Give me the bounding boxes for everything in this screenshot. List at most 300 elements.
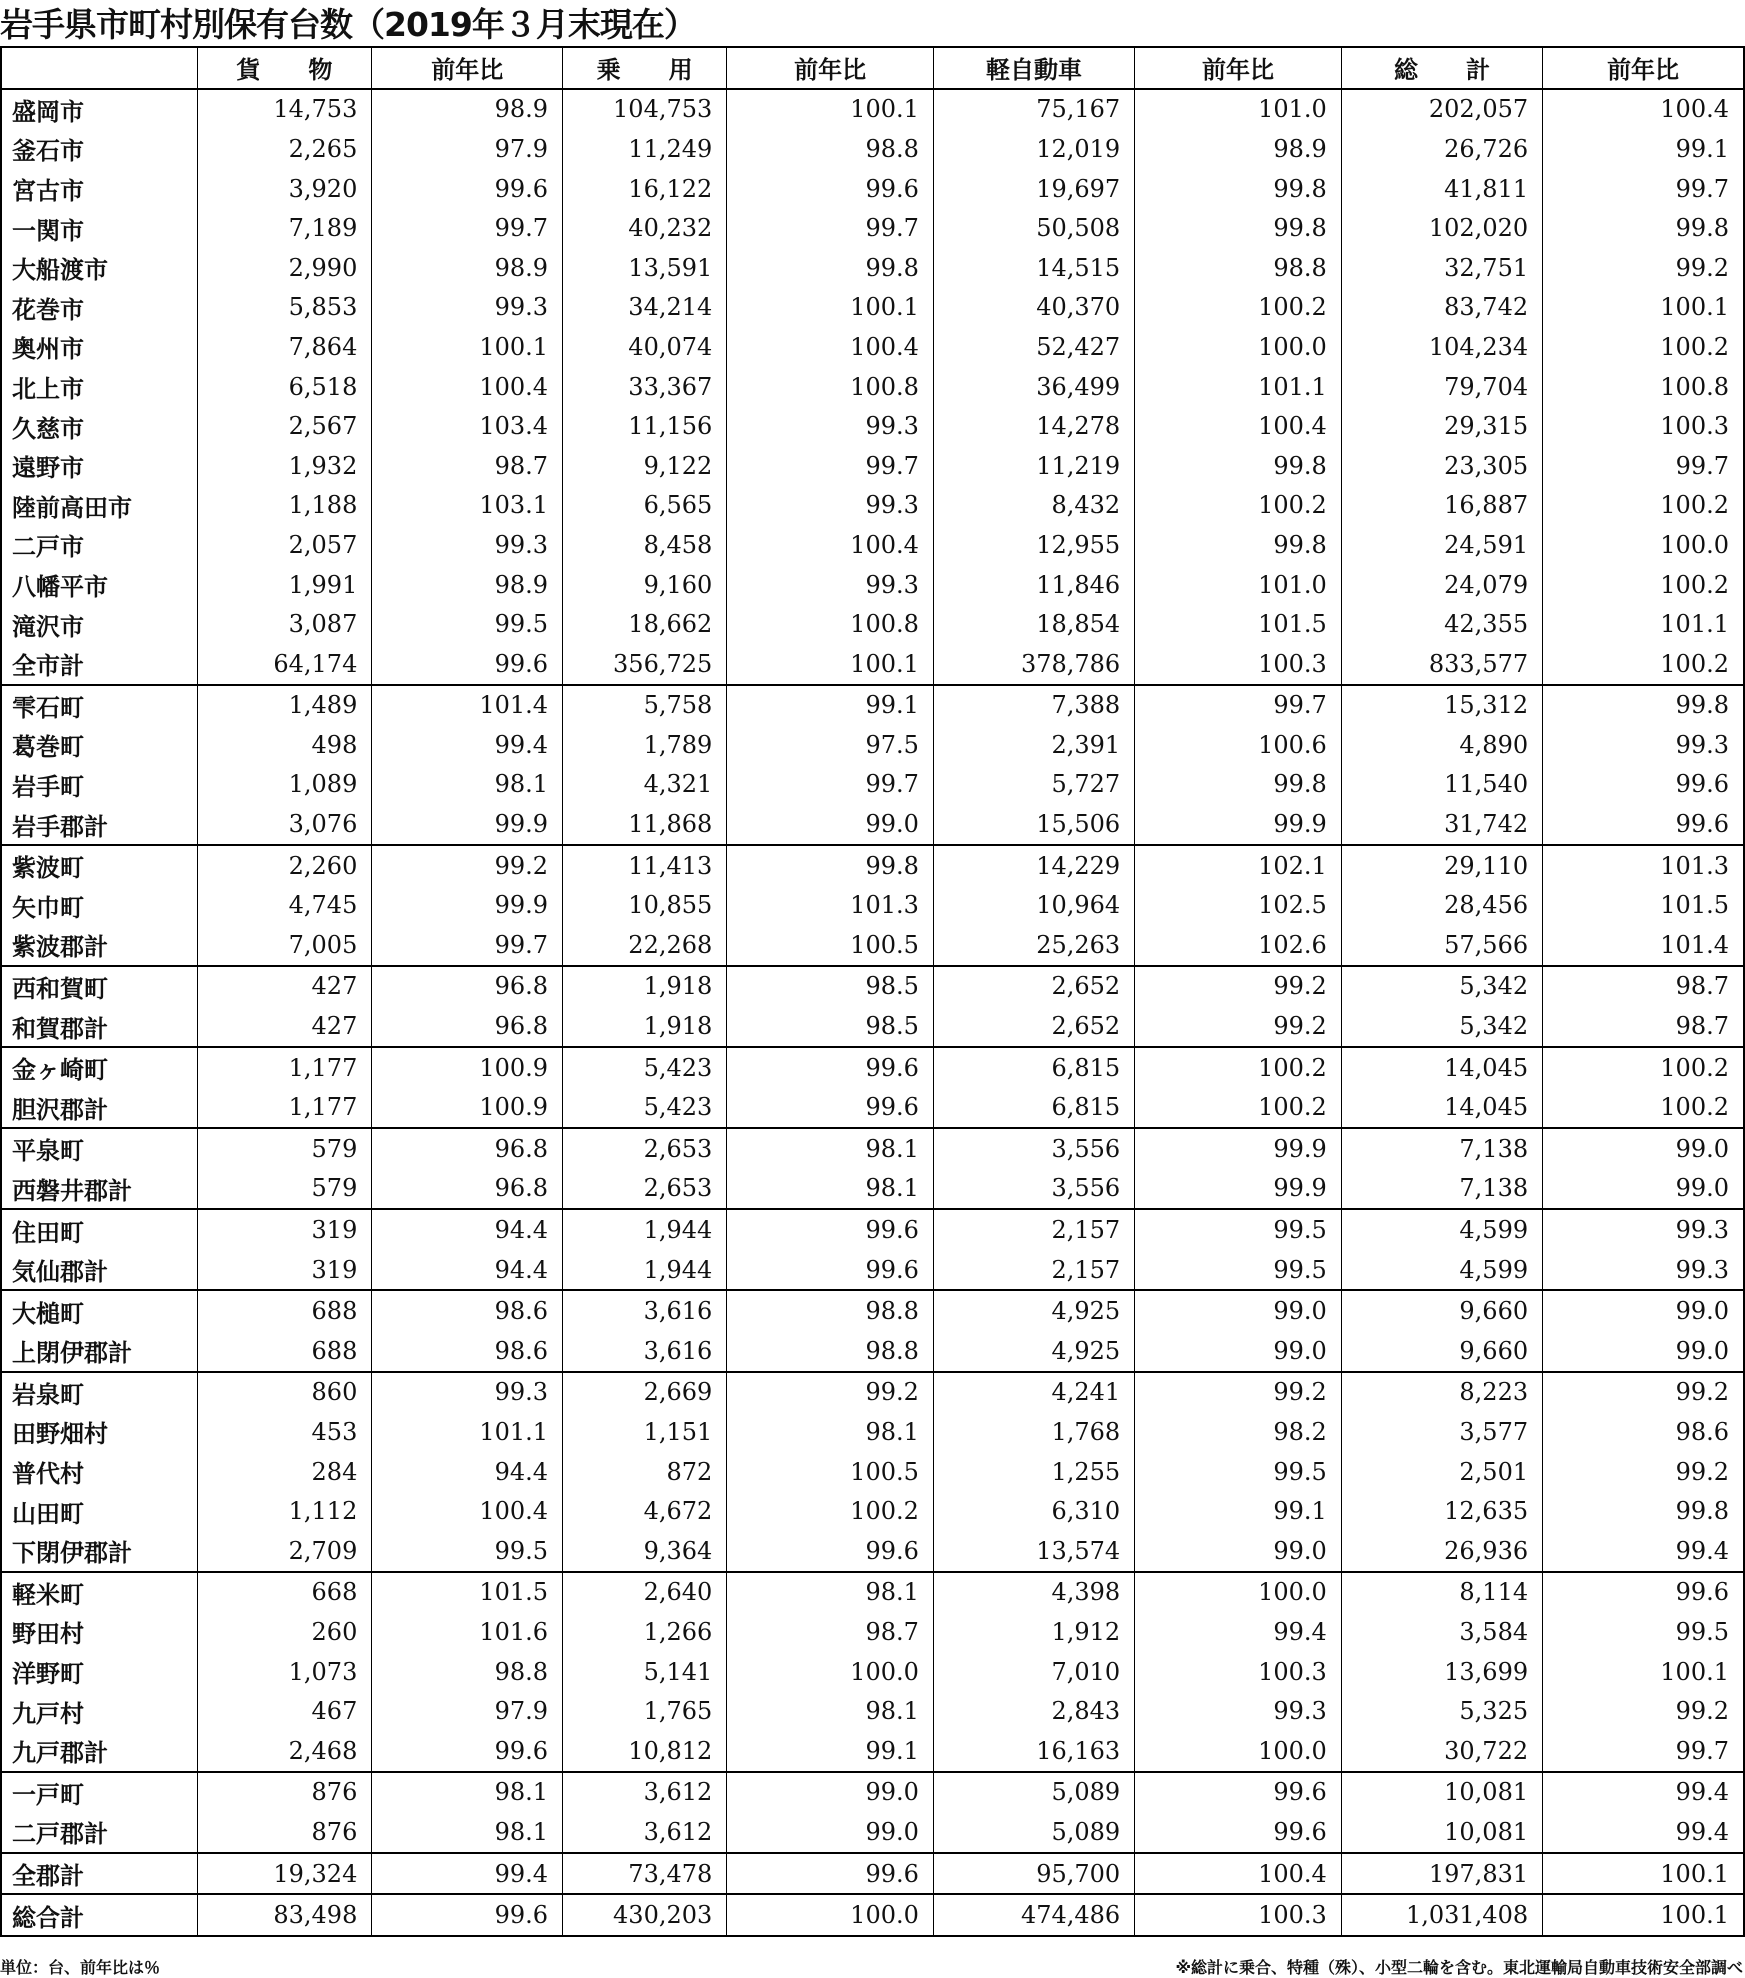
cell-kei: 14,515: [933, 248, 1134, 288]
municipality-name: 大船渡市: [1, 248, 197, 288]
cell-passenger-yoy: 99.8: [727, 248, 934, 288]
cell-cargo-yoy: 101.1: [372, 1412, 563, 1452]
cell-passenger-yoy: 98.5: [727, 1006, 934, 1047]
cell-total: 833,577: [1341, 644, 1542, 685]
cell-total-yoy: 99.3: [1543, 1209, 1744, 1250]
cell-kei-yoy: 99.8: [1135, 765, 1342, 805]
table-body: [1, 89, 1744, 1936]
cell-kei-yoy: 99.9: [1135, 1128, 1342, 1169]
cell-total-yoy: 99.8: [1543, 208, 1744, 248]
cell-total: 4,599: [1341, 1250, 1542, 1291]
cell-cargo: 4,745: [197, 885, 372, 925]
cell-cargo-yoy: 101.4: [372, 685, 563, 726]
municipality-name: 一関市: [1, 208, 197, 248]
cell-kei-yoy: 99.2: [1135, 1006, 1342, 1047]
cell-cargo: 3,087: [197, 604, 372, 644]
cell-kei: 13,574: [933, 1531, 1134, 1572]
cell-passenger: 9,160: [563, 565, 727, 605]
table-row: [1, 1812, 1744, 1853]
table-row: [1, 1894, 1744, 1936]
cell-total-yoy: 99.6: [1543, 804, 1744, 845]
cell-passenger-yoy: 100.1: [727, 644, 934, 685]
cell-cargo-yoy: 101.5: [372, 1572, 563, 1613]
header-cell-passenger-yoy: 前年比: [727, 47, 934, 89]
cell-passenger: 11,868: [563, 804, 727, 845]
cell-cargo-yoy: 94.4: [372, 1209, 563, 1250]
cell-cargo: 876: [197, 1772, 372, 1813]
cell-total-yoy: 100.1: [1543, 1652, 1744, 1692]
cell-total: 41,811: [1341, 169, 1542, 209]
cell-cargo-yoy: 99.3: [372, 288, 563, 328]
cell-cargo-yoy: 99.6: [372, 169, 563, 209]
cell-cargo-yoy: 96.8: [372, 1006, 563, 1047]
cell-passenger: 33,367: [563, 367, 727, 407]
cell-kei-yoy: 99.9: [1135, 804, 1342, 845]
cell-kei-yoy: 100.0: [1135, 1572, 1342, 1613]
cell-kei: 14,229: [933, 845, 1134, 886]
municipality-name: 雫石町: [1, 685, 197, 726]
cell-cargo: 83,498: [197, 1894, 372, 1936]
cell-total-yoy: 98.7: [1543, 966, 1744, 1007]
cell-passenger-yoy: 100.5: [727, 1452, 934, 1492]
cell-kei-yoy: 100.3: [1135, 1652, 1342, 1692]
table-row: [1, 1731, 1744, 1772]
cell-passenger: 1,918: [563, 966, 727, 1007]
cell-kei: 5,089: [933, 1812, 1134, 1853]
cell-passenger: 1,944: [563, 1209, 727, 1250]
cell-cargo-yoy: 94.4: [372, 1250, 563, 1291]
cell-cargo: 1,073: [197, 1652, 372, 1692]
cell-passenger-yoy: 98.8: [727, 129, 934, 169]
cell-kei: 6,310: [933, 1491, 1134, 1531]
cell-total-yoy: 99.3: [1543, 725, 1744, 765]
municipality-name: 奥州市: [1, 327, 197, 367]
cell-total-yoy: 100.2: [1543, 1047, 1744, 1088]
cell-kei: 378,786: [933, 644, 1134, 685]
cell-passenger-yoy: 99.6: [727, 169, 934, 209]
cell-passenger-yoy: 98.1: [727, 1691, 934, 1731]
cell-passenger-yoy: 100.2: [727, 1491, 934, 1531]
municipality-name: 気仙郡計: [1, 1250, 197, 1291]
cell-kei: 16,163: [933, 1731, 1134, 1772]
cell-cargo: 579: [197, 1169, 372, 1210]
municipality-name: 八幡平市: [1, 565, 197, 605]
cell-cargo: 5,853: [197, 288, 372, 328]
cell-passenger-yoy: 100.8: [727, 604, 934, 644]
cell-passenger: 430,203: [563, 1894, 727, 1936]
cell-passenger: 9,122: [563, 446, 727, 486]
cell-passenger-yoy: 100.5: [727, 925, 934, 966]
cell-kei: 1,768: [933, 1412, 1134, 1452]
cell-passenger: 11,156: [563, 406, 727, 446]
cell-total-yoy: 100.1: [1543, 1894, 1744, 1936]
cell-total-yoy: 99.2: [1543, 248, 1744, 288]
header-cell-cargo: 貨 物: [197, 47, 372, 89]
table-row: [1, 1372, 1744, 1413]
cell-cargo: 467: [197, 1691, 372, 1731]
cell-passenger-yoy: 99.3: [727, 406, 934, 446]
cell-total-yoy: 99.6: [1543, 1572, 1744, 1613]
municipality-name: 花巻市: [1, 288, 197, 328]
cell-total-yoy: 100.1: [1543, 1853, 1744, 1895]
cell-cargo-yoy: 100.9: [372, 1087, 563, 1128]
cell-kei: 2,652: [933, 1006, 1134, 1047]
cell-cargo: 2,265: [197, 129, 372, 169]
cell-cargo-yoy: 100.4: [372, 367, 563, 407]
cell-cargo: 319: [197, 1209, 372, 1250]
cell-passenger-yoy: 99.6: [727, 1250, 934, 1291]
cell-passenger-yoy: 99.8: [727, 845, 934, 886]
table-row: [1, 169, 1744, 209]
municipality-name: 滝沢市: [1, 604, 197, 644]
cell-total-yoy: 99.3: [1543, 1250, 1744, 1291]
cell-total: 83,742: [1341, 288, 1542, 328]
cell-cargo: 688: [197, 1290, 372, 1331]
cell-kei-yoy: 98.8: [1135, 248, 1342, 288]
cell-total-yoy: 99.2: [1543, 1372, 1744, 1413]
cell-cargo-yoy: 97.9: [372, 129, 563, 169]
cell-cargo: 19,324: [197, 1853, 372, 1895]
cell-passenger-yoy: 98.1: [727, 1128, 934, 1169]
municipality-name: 田野畑村: [1, 1412, 197, 1452]
cell-kei-yoy: 98.2: [1135, 1412, 1342, 1452]
cell-total-yoy: 100.2: [1543, 644, 1744, 685]
table-row: [1, 604, 1744, 644]
cell-total-yoy: 101.4: [1543, 925, 1744, 966]
table-row: [1, 1290, 1744, 1331]
cell-cargo-yoy: 100.9: [372, 1047, 563, 1088]
table-row: [1, 885, 1744, 925]
cell-kei-yoy: 99.8: [1135, 446, 1342, 486]
cell-total: 12,635: [1341, 1491, 1542, 1531]
cell-total-yoy: 99.4: [1543, 1772, 1744, 1813]
cell-total: 29,315: [1341, 406, 1542, 446]
municipality-name: 矢巾町: [1, 885, 197, 925]
cell-cargo-yoy: 98.8: [372, 1652, 563, 1692]
cell-kei-yoy: 100.0: [1135, 327, 1342, 367]
cell-total-yoy: 99.6: [1543, 765, 1744, 805]
table-row: [1, 1250, 1744, 1291]
cell-kei-yoy: 99.1: [1135, 1491, 1342, 1531]
cell-passenger: 11,413: [563, 845, 727, 886]
cell-kei: 25,263: [933, 925, 1134, 966]
cell-kei-yoy: 100.4: [1135, 1853, 1342, 1895]
header-cell-total: 総 計: [1341, 47, 1542, 89]
municipality-name: 九戸郡計: [1, 1731, 197, 1772]
cell-total-yoy: 100.2: [1543, 1087, 1744, 1128]
cell-passenger-yoy: 99.0: [727, 1772, 934, 1813]
cell-kei-yoy: 99.2: [1135, 1372, 1342, 1413]
cell-passenger: 4,321: [563, 765, 727, 805]
cell-total: 10,081: [1341, 1772, 1542, 1813]
cell-kei: 11,846: [933, 565, 1134, 605]
cell-total-yoy: 99.8: [1543, 1491, 1744, 1531]
table-row: [1, 565, 1744, 605]
municipality-name: 西磐井郡計: [1, 1169, 197, 1210]
cell-passenger-yoy: 99.6: [727, 1047, 934, 1088]
cell-total: 3,584: [1341, 1612, 1542, 1652]
cell-kei: 5,089: [933, 1772, 1134, 1813]
cell-cargo-yoy: 96.8: [372, 1128, 563, 1169]
cell-passenger: 16,122: [563, 169, 727, 209]
cell-cargo: 260: [197, 1612, 372, 1652]
cell-kei-yoy: 99.6: [1135, 1812, 1342, 1853]
cell-passenger: 1,789: [563, 725, 727, 765]
cell-passenger-yoy: 100.4: [727, 525, 934, 565]
table-row: [1, 1491, 1744, 1531]
cell-cargo: 1,177: [197, 1047, 372, 1088]
cell-passenger-yoy: 100.1: [727, 288, 934, 328]
cell-total-yoy: 100.1: [1543, 288, 1744, 328]
cell-total-yoy: 100.0: [1543, 525, 1744, 565]
cell-total: 23,305: [1341, 446, 1542, 486]
cell-passenger: 3,612: [563, 1812, 727, 1853]
cell-passenger-yoy: 99.7: [727, 208, 934, 248]
municipality-name: 盛岡市: [1, 89, 197, 130]
cell-total: 10,081: [1341, 1812, 1542, 1853]
cell-total-yoy: 99.8: [1543, 685, 1744, 726]
cell-total-yoy: 99.4: [1543, 1531, 1744, 1572]
cell-cargo-yoy: 98.1: [372, 765, 563, 805]
cell-passenger-yoy: 101.3: [727, 885, 934, 925]
cell-passenger-yoy: 97.5: [727, 725, 934, 765]
cell-passenger: 4,672: [563, 1491, 727, 1531]
cell-kei: 474,486: [933, 1894, 1134, 1936]
cell-total: 1,031,408: [1341, 1894, 1542, 1936]
cell-kei: 75,167: [933, 89, 1134, 130]
header-cell-total-yoy: 前年比: [1543, 47, 1744, 89]
cell-kei: 12,955: [933, 525, 1134, 565]
cell-cargo-yoy: 98.6: [372, 1331, 563, 1372]
cell-total: 11,540: [1341, 765, 1542, 805]
municipality-name: 大槌町: [1, 1290, 197, 1331]
cell-cargo-yoy: 98.9: [372, 248, 563, 288]
cell-total-yoy: 99.0: [1543, 1290, 1744, 1331]
cell-total-yoy: 100.3: [1543, 406, 1744, 446]
cell-cargo-yoy: 100.1: [372, 327, 563, 367]
table-row: [1, 644, 1744, 685]
table-row: [1, 1612, 1744, 1652]
cell-passenger: 872: [563, 1452, 727, 1492]
municipality-name: 陸前高田市: [1, 486, 197, 526]
cell-cargo-yoy: 96.8: [372, 966, 563, 1007]
cell-kei-yoy: 99.0: [1135, 1290, 1342, 1331]
cell-cargo: 1,089: [197, 765, 372, 805]
cell-cargo-yoy: 103.1: [372, 486, 563, 526]
cell-kei-yoy: 100.6: [1135, 725, 1342, 765]
cell-kei-yoy: 99.9: [1135, 1169, 1342, 1210]
table-row: [1, 367, 1744, 407]
municipality-name: 岩泉町: [1, 1372, 197, 1413]
cell-kei: 4,241: [933, 1372, 1134, 1413]
cell-kei-yoy: 100.0: [1135, 1731, 1342, 1772]
cell-total-yoy: 101.5: [1543, 885, 1744, 925]
cell-kei: 4,398: [933, 1572, 1134, 1613]
cell-cargo-yoy: 99.3: [372, 1372, 563, 1413]
cell-total: 5,342: [1341, 1006, 1542, 1047]
municipality-name: 岩手町: [1, 765, 197, 805]
cell-cargo: 427: [197, 1006, 372, 1047]
cell-total: 3,577: [1341, 1412, 1542, 1452]
municipality-name: 宮古市: [1, 169, 197, 209]
cell-cargo: 860: [197, 1372, 372, 1413]
cell-kei-yoy: 100.4: [1135, 406, 1342, 446]
municipality-name: 下閉伊郡計: [1, 1531, 197, 1572]
cell-passenger: 3,616: [563, 1290, 727, 1331]
cell-cargo-yoy: 98.6: [372, 1290, 563, 1331]
table-row: [1, 1087, 1744, 1128]
cell-total: 8,223: [1341, 1372, 1542, 1413]
cell-cargo: 2,709: [197, 1531, 372, 1572]
cell-total: 4,890: [1341, 725, 1542, 765]
cell-kei-yoy: 99.5: [1135, 1250, 1342, 1291]
cell-kei: 6,815: [933, 1087, 1134, 1128]
cell-total: 9,660: [1341, 1331, 1542, 1372]
cell-kei-yoy: 101.0: [1135, 89, 1342, 130]
cell-cargo-yoy: 101.6: [372, 1612, 563, 1652]
cell-passenger-yoy: 98.1: [727, 1572, 934, 1613]
cell-kei: 95,700: [933, 1853, 1134, 1895]
cell-kei-yoy: 99.5: [1135, 1452, 1342, 1492]
table-row: [1, 486, 1744, 526]
cell-kei: 50,508: [933, 208, 1134, 248]
cell-cargo-yoy: 99.9: [372, 804, 563, 845]
cell-cargo: 876: [197, 1812, 372, 1853]
cell-kei-yoy: 101.1: [1135, 367, 1342, 407]
cell-cargo-yoy: 99.7: [372, 925, 563, 966]
cell-cargo: 1,112: [197, 1491, 372, 1531]
cell-kei-yoy: 100.3: [1135, 1894, 1342, 1936]
cell-kei: 14,278: [933, 406, 1134, 446]
cell-passenger-yoy: 99.0: [727, 1812, 934, 1853]
header-cell-passenger: 乗 用: [563, 47, 727, 89]
table-row: [1, 1853, 1744, 1895]
cell-cargo-yoy: 99.4: [372, 1853, 563, 1895]
cell-kei-yoy: 99.8: [1135, 169, 1342, 209]
cell-cargo-yoy: 97.9: [372, 1691, 563, 1731]
table-row: [1, 1331, 1744, 1372]
cell-passenger-yoy: 99.2: [727, 1372, 934, 1413]
municipality-name: 平泉町: [1, 1128, 197, 1169]
cell-passenger: 1,944: [563, 1250, 727, 1291]
table-row: [1, 966, 1744, 1007]
cell-total: 26,726: [1341, 129, 1542, 169]
cell-total: 15,312: [1341, 685, 1542, 726]
table-row: [1, 525, 1744, 565]
cell-kei: 2,391: [933, 725, 1134, 765]
cell-passenger-yoy: 99.3: [727, 565, 934, 605]
cell-kei: 10,964: [933, 885, 1134, 925]
cell-cargo: 7,189: [197, 208, 372, 248]
cell-kei: 1,912: [933, 1612, 1134, 1652]
cell-kei: 19,697: [933, 169, 1134, 209]
cell-passenger-yoy: 99.1: [727, 1731, 934, 1772]
cell-passenger-yoy: 98.1: [727, 1169, 934, 1210]
cell-kei: 2,157: [933, 1209, 1134, 1250]
cell-total: 2,501: [1341, 1452, 1542, 1492]
cell-cargo: 319: [197, 1250, 372, 1291]
cell-passenger: 10,812: [563, 1731, 727, 1772]
cell-cargo: 6,518: [197, 367, 372, 407]
cell-passenger: 356,725: [563, 644, 727, 685]
cell-passenger: 18,662: [563, 604, 727, 644]
source-note: ※総計に乗合、特種（殊）、小型二輪を含む。東北運輸局自動車技術安全部調べ: [1175, 1958, 1743, 1977]
cell-passenger-yoy: 99.3: [727, 486, 934, 526]
cell-total: 7,138: [1341, 1169, 1542, 1210]
cell-total: 30,722: [1341, 1731, 1542, 1772]
cell-total-yoy: 99.0: [1543, 1169, 1744, 1210]
cell-kei: 18,854: [933, 604, 1134, 644]
cell-kei: 2,843: [933, 1691, 1134, 1731]
cell-passenger-yoy: 99.0: [727, 804, 934, 845]
municipality-name: 二戸郡計: [1, 1812, 197, 1853]
cell-kei-yoy: 99.7: [1135, 685, 1342, 726]
municipality-name: 住田町: [1, 1209, 197, 1250]
cell-cargo: 688: [197, 1331, 372, 1372]
municipality-name: 金ヶ崎町: [1, 1047, 197, 1088]
cell-passenger: 3,616: [563, 1331, 727, 1372]
table-row: [1, 1047, 1744, 1088]
cell-kei: 2,652: [933, 966, 1134, 1007]
table-row: [1, 1006, 1744, 1047]
municipality-name: 総合計: [1, 1894, 197, 1936]
table-row: [1, 725, 1744, 765]
cell-kei-yoy: 99.8: [1135, 525, 1342, 565]
cell-total: 4,599: [1341, 1209, 1542, 1250]
cell-total: 8,114: [1341, 1572, 1542, 1613]
cell-kei: 40,370: [933, 288, 1134, 328]
cell-kei: 2,157: [933, 1250, 1134, 1291]
cell-kei-yoy: 100.2: [1135, 486, 1342, 526]
unit-note: 単位：台、前年比は％: [0, 1958, 161, 1977]
cell-cargo-yoy: 98.1: [372, 1772, 563, 1813]
cell-passenger-yoy: 100.8: [727, 367, 934, 407]
table-row: [1, 845, 1744, 886]
cell-total: 31,742: [1341, 804, 1542, 845]
cell-cargo: 427: [197, 966, 372, 1007]
cell-total-yoy: 98.6: [1543, 1412, 1744, 1452]
cell-cargo: 1,188: [197, 486, 372, 526]
cell-kei: 8,432: [933, 486, 1134, 526]
cell-kei: 36,499: [933, 367, 1134, 407]
cell-cargo: 64,174: [197, 644, 372, 685]
cell-passenger-yoy: 98.8: [727, 1290, 934, 1331]
cell-cargo: 1,991: [197, 565, 372, 605]
cell-cargo: 2,057: [197, 525, 372, 565]
cell-kei: 4,925: [933, 1290, 1134, 1331]
table-row: [1, 1128, 1744, 1169]
cell-cargo: 1,489: [197, 685, 372, 726]
table-row: [1, 1691, 1744, 1731]
cell-passenger: 2,653: [563, 1128, 727, 1169]
header-cell-kei: 軽自動車: [933, 47, 1134, 89]
cell-passenger: 10,855: [563, 885, 727, 925]
cell-total: 202,057: [1341, 89, 1542, 130]
table-row: [1, 406, 1744, 446]
cell-passenger-yoy: 98.1: [727, 1412, 934, 1452]
header-row: [1, 47, 1744, 89]
cell-kei-yoy: 100.2: [1135, 1047, 1342, 1088]
cell-kei-yoy: 99.4: [1135, 1612, 1342, 1652]
table-row: [1, 1531, 1744, 1572]
cell-passenger: 1,266: [563, 1612, 727, 1652]
cell-cargo-yoy: 99.6: [372, 1894, 563, 1936]
cell-passenger-yoy: 99.1: [727, 685, 934, 726]
cell-cargo-yoy: 99.2: [372, 845, 563, 886]
table-row: [1, 288, 1744, 328]
cell-cargo-yoy: 99.6: [372, 1731, 563, 1772]
municipality-name: 全市計: [1, 644, 197, 685]
